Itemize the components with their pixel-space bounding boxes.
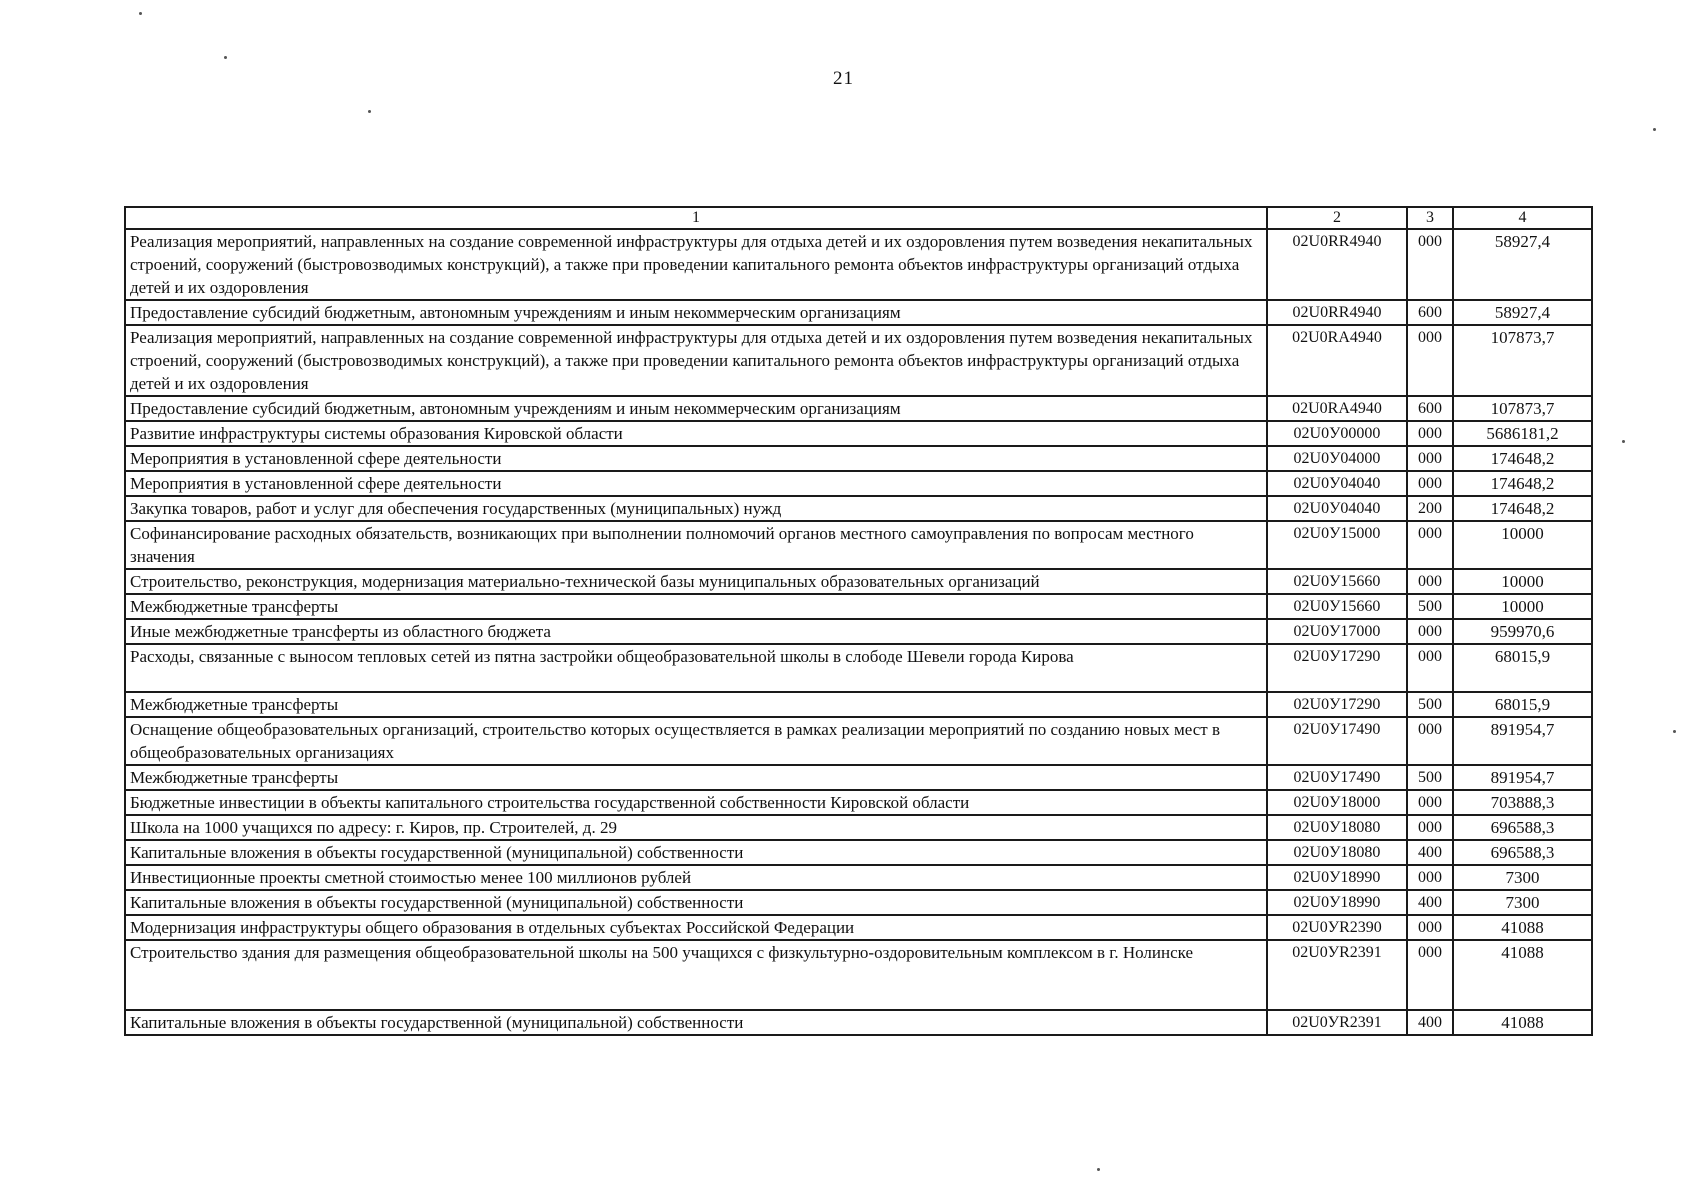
table-row [125,396,1592,421]
scan-speck [139,12,142,15]
row-name: Софинансирование расходных обязательств, возникающих при выполнении полномочий органов местного самоуправления по вопросам местного значения [125,521,1267,569]
table-row [125,569,1592,594]
table-row [125,521,1592,569]
row-sum: 41088 [1453,1010,1592,1035]
row-code: 02U0У18080 [1267,815,1407,840]
row-name: Межбюджетные трансферты [125,692,1267,717]
budget-table [124,206,1593,1036]
row-sum: 696588,3 [1453,815,1592,840]
table-row [125,840,1592,865]
row-code: 02U0У17290 [1267,692,1407,717]
table-row [125,300,1592,325]
row-name: Реализация мероприятий, направленных на создание современной инфраструктуры для отдыха детей и их оздоровления путем возведения некапитальных строений, сооружений (быстровозводимых конструкций), а также при проведении капитального ремонта объектов инфраструктуры организаций отдыха детей и их оздоровления [125,325,1267,396]
scan-speck [1673,730,1676,733]
row-sum: 58927,4 [1453,300,1592,325]
row-type: 000 [1407,421,1453,446]
row-code: 02U0У04040 [1267,496,1407,521]
row-sum: 10000 [1453,594,1592,619]
scan-speck [1097,1168,1100,1171]
row-type: 000 [1407,471,1453,496]
column-header-sum: 4 [1453,207,1592,229]
row-type: 600 [1407,300,1453,325]
row-code: 02U0У18990 [1267,865,1407,890]
row-code: 02U0У04040 [1267,471,1407,496]
row-name: Строительство здания для размещения общеобразовательной школы на 500 учащихся с физкультурно-оздоровительным комплексом в г. Нолинске [125,940,1267,1010]
row-code: 02U0У15000 [1267,521,1407,569]
row-code: 02U0У18990 [1267,890,1407,915]
row-code: 02U0УR2391 [1267,1010,1407,1035]
page-number: 21 [833,68,854,89]
table-row [125,692,1592,717]
row-name: Иные межбюджетные трансферты из областного бюджета [125,619,1267,644]
row-name: Капитальные вложения в объекты государственной (муниципальной) собственности [125,1010,1267,1035]
column-header-type: 3 [1407,207,1453,229]
row-name: Бюджетные инвестиции в объекты капитального строительства государственной собственности Кировской области [125,790,1267,815]
row-name: Межбюджетные трансферты [125,594,1267,619]
row-name: Реализация мероприятий, направленных на создание современной инфраструктуры для отдыха детей и их оздоровления путем возведения некапитальных строений, сооружений (быстровозводимых конструкций), а также при проведении капитального ремонта объектов инфраструктуры организаций отдыха детей и их оздоровления [125,229,1267,300]
table-row [125,815,1592,840]
table-row [125,915,1592,940]
table-row [125,790,1592,815]
row-name: Мероприятия в установленной сфере деятельности [125,471,1267,496]
scan-speck [224,56,227,59]
row-code: 02U0RR4940 [1267,229,1407,300]
row-type: 000 [1407,790,1453,815]
row-name: Предоставление субсидий бюджетным, автономным учреждениям и иным некоммерческим организациям [125,300,1267,325]
row-sum: 959970,6 [1453,619,1592,644]
row-type: 400 [1407,1010,1453,1035]
row-sum: 41088 [1453,915,1592,940]
row-name: Закупка товаров, работ и услуг для обеспечения государственных (муниципальных) нужд [125,496,1267,521]
table-row [125,471,1592,496]
table-row [125,865,1592,890]
table-row [125,496,1592,521]
row-name: Школа на 1000 учащихся по адресу: г. Киров, пр. Строителей, д. 29 [125,815,1267,840]
row-sum: 174648,2 [1453,446,1592,471]
row-type: 500 [1407,594,1453,619]
row-name: Инвестиционные проекты сметной стоимостью менее 100 миллионов рублей [125,865,1267,890]
row-name: Оснащение общеобразовательных организаций, строительство которых осуществляется в рамках реализации мероприятий по созданию новых мест в общеобразовательных организациях [125,717,1267,765]
row-code: 02U0УR2390 [1267,915,1407,940]
row-code: 02U0У17000 [1267,619,1407,644]
row-type: 000 [1407,325,1453,396]
scan-speck [368,110,371,113]
row-name: Предоставление субсидий бюджетным, автономным учреждениям и иным некоммерческим организациям [125,396,1267,421]
table-row [125,1010,1592,1035]
row-sum: 174648,2 [1453,496,1592,521]
row-code: 02U0У04000 [1267,446,1407,471]
row-sum: 174648,2 [1453,471,1592,496]
row-code: 02U0У17290 [1267,644,1407,692]
row-sum: 891954,7 [1453,765,1592,790]
row-type: 400 [1407,840,1453,865]
row-name: Строительство, реконструкция, модернизация материально-технической базы муниципальных образовательных организаций [125,569,1267,594]
row-code: 02U0У17490 [1267,717,1407,765]
column-header-name: 1 [125,207,1267,229]
row-code: 02U0RA4940 [1267,325,1407,396]
row-sum: 107873,7 [1453,325,1592,396]
row-code: 02U0У15660 [1267,569,1407,594]
row-type: 000 [1407,619,1453,644]
row-name: Мероприятия в установленной сфере деятельности [125,446,1267,471]
table-row [125,594,1592,619]
row-name: Межбюджетные трансферты [125,765,1267,790]
row-sum: 68015,9 [1453,692,1592,717]
row-type: 000 [1407,569,1453,594]
column-header-code: 2 [1267,207,1407,229]
table-row [125,325,1592,396]
row-type: 000 [1407,940,1453,1010]
row-type: 500 [1407,765,1453,790]
row-name: Капитальные вложения в объекты государственной (муниципальной) собственности [125,840,1267,865]
table-row [125,446,1592,471]
table-header-row [125,207,1592,229]
row-sum: 696588,3 [1453,840,1592,865]
row-sum: 7300 [1453,890,1592,915]
row-type: 000 [1407,815,1453,840]
row-sum: 703888,3 [1453,790,1592,815]
row-sum: 68015,9 [1453,644,1592,692]
row-type: 000 [1407,644,1453,692]
row-sum: 10000 [1453,521,1592,569]
row-code: 02U0RA4940 [1267,396,1407,421]
row-sum: 7300 [1453,865,1592,890]
row-type: 500 [1407,692,1453,717]
row-sum: 41088 [1453,940,1592,1010]
scan-speck [1653,128,1656,131]
row-sum: 58927,4 [1453,229,1592,300]
table-row [125,890,1592,915]
table-row [125,644,1592,692]
row-code: 02U0У15660 [1267,594,1407,619]
row-type: 000 [1407,229,1453,300]
table-row [125,229,1592,300]
row-sum: 107873,7 [1453,396,1592,421]
row-type: 400 [1407,890,1453,915]
row-code: 02U0УR2391 [1267,940,1407,1010]
row-name: Капитальные вложения в объекты государственной (муниципальной) собственности [125,890,1267,915]
row-code: 02U0У17490 [1267,765,1407,790]
row-code: 02U0RR4940 [1267,300,1407,325]
row-sum: 891954,7 [1453,717,1592,765]
scan-speck [1622,440,1625,443]
row-name: Расходы, связанные с выносом тепловых сетей из пятна застройки общеобразовательной школы в слободе Шевели города Кирова [125,644,1267,692]
row-code: 02U0У18080 [1267,840,1407,865]
row-sum: 10000 [1453,569,1592,594]
table-row [125,619,1592,644]
row-type: 000 [1407,915,1453,940]
row-type: 000 [1407,521,1453,569]
row-type: 200 [1407,496,1453,521]
table-row [125,940,1592,1010]
row-name: Развитие инфраструктуры системы образования Кировской области [125,421,1267,446]
row-code: 02U0У18000 [1267,790,1407,815]
table-row [125,717,1592,765]
row-type: 600 [1407,396,1453,421]
row-code: 02U0У00000 [1267,421,1407,446]
row-type: 000 [1407,717,1453,765]
row-name: Модернизация инфраструктуры общего образования в отдельных субъектах Российской Федерации [125,915,1267,940]
table-row [125,765,1592,790]
row-sum: 5686181,2 [1453,421,1592,446]
row-type: 000 [1407,865,1453,890]
row-type: 000 [1407,446,1453,471]
table-row [125,421,1592,446]
